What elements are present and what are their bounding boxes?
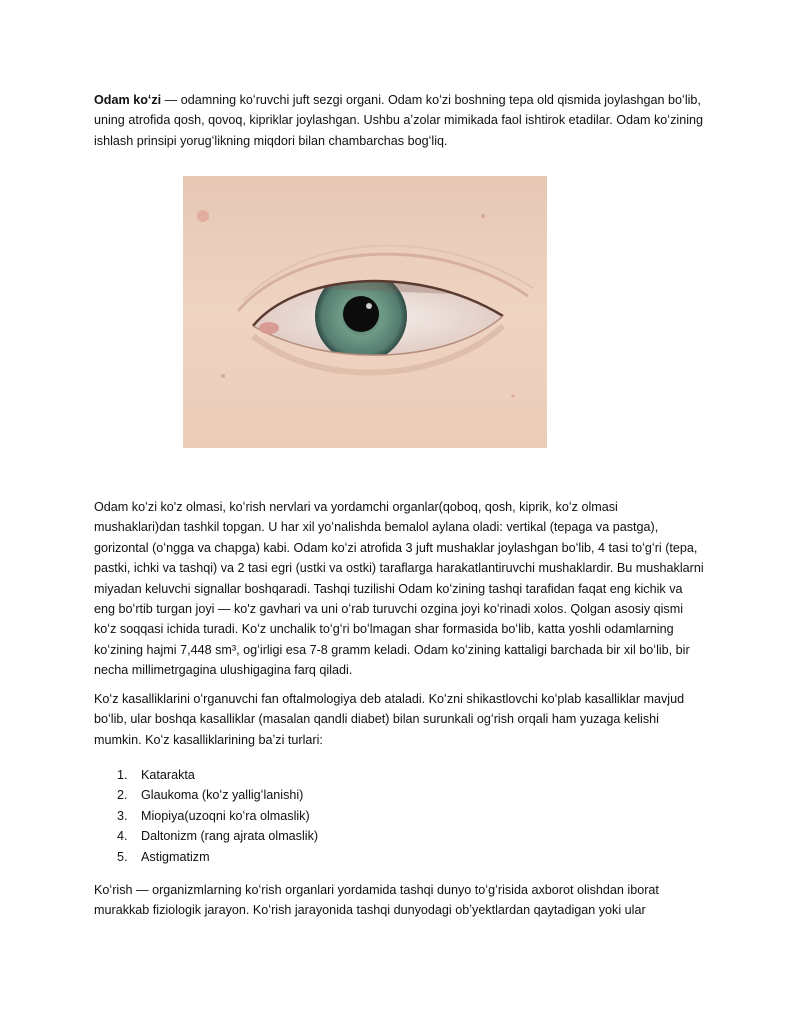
list-text: Katarakta: [141, 768, 195, 782]
list-text: Miopiya(uzoqni koʻra olmaslik): [141, 808, 310, 823]
list-number: 2.: [117, 788, 128, 803]
vision-paragraph: Koʻrish — organizmlarning koʻrish organlari yordamida tashqi dunyo toʻgʻrisida axborot olishdan iborat murakkab fiziologik jarayon. Koʻrish jarayonida tashqi dunyodagi obʼyektlardan qaytadigan yoki ular: [94, 883, 659, 918]
list-number: 5.: [117, 849, 128, 864]
list-text: Daltonizm (rang ajrata olmaslik): [141, 829, 319, 844]
list-text: Glaukoma (koʻz yalligʻlanishi): [141, 788, 304, 803]
structure-paragraph: Odam koʻzi ko'z olmasi, koʻrish nervlari va yordamchi organlar(qoboq, qosh, kiprik, koʻz olmasi mushaklari)dan tashkil topgan. U har xil yoʻnalishda bemalol aylana oladi: vertikal (tepaga va pastga), gorizontal (oʻngga va chapga) kabi. Odam koʻzi atrofida 3 juft mushaklar joylashgan boʻlib, 4 tasi toʻgʻri (tepa, pastki, ichki va tashqi) va 2 tasi egri (ustki va ostki) taraflarga harakatlantiruvchi mushaklardir. Bu mushaklarni miyadan keluvchi signallar boshqaradi. Tashqi tuzilishi Odam koʻzining tashqi tarafidan faqat eng kichik va eng boʻrtib turgan joyi — ko'z gavhari va uni oʻrab turuvchi ozgina joyi koʻrinadi xolos. Qolgan asosiy qismi koʻz soqqasi ichida turadi. Koʻz unchalik toʻgʻri boʻlmagan shar formasida boʻlib, katta yoshli odamlarning koʻzining hajmi 7,448 sm³, ogʻirligi esa 7-8 gramm keladi. Odam koʻzining kattaligi barchada bir xil boʻlib, bir necha millimetrgagina ulushigagina farq qiladi.: [94, 500, 704, 678]
list-number: 3.: [117, 808, 128, 823]
list-number: 4.: [117, 829, 128, 844]
disease-list: [94, 765, 706, 867]
list-item: [94, 785, 706, 805]
diseases-paragraph: Koʻz kasalliklarini oʻrganuvchi fan oftalmologiya deb ataladi. Koʻzni shikastlovchi koʻplab kasalliklar mavjud boʻlib, ular boshqa kasalliklar (masalan qandli diabet) bilan surunkali ogʻrish orqali ham yuzaga kelishi mumkin. Koʻz kasalliklarining baʼzi turlari:: [94, 692, 685, 747]
list-item: [94, 826, 706, 846]
list-text: Astigmatizm: [141, 849, 210, 864]
intro-term: Odam koʻzi: [94, 93, 162, 107]
list-item: [94, 847, 706, 867]
intro-paragraph: [94, 90, 706, 151]
eye-photo: [183, 176, 547, 448]
list-item: [94, 765, 706, 785]
intro-text: — odamning koʻruvchi juft sezgi organi. Odam koʻzi boshning tepa old qismida joylashgan boʻlib, uning atrofida qosh, qovoq, kipriklar joylashgan. Ushbu aʼzolar mimikada faol ishtirok etadilar. Odam koʻzining ishlash prinsipi yorugʻlikning miqdori bilan chambarchas bogʻliq.: [94, 93, 704, 148]
list-item: [94, 806, 706, 826]
list-number: 1.: [117, 768, 128, 782]
